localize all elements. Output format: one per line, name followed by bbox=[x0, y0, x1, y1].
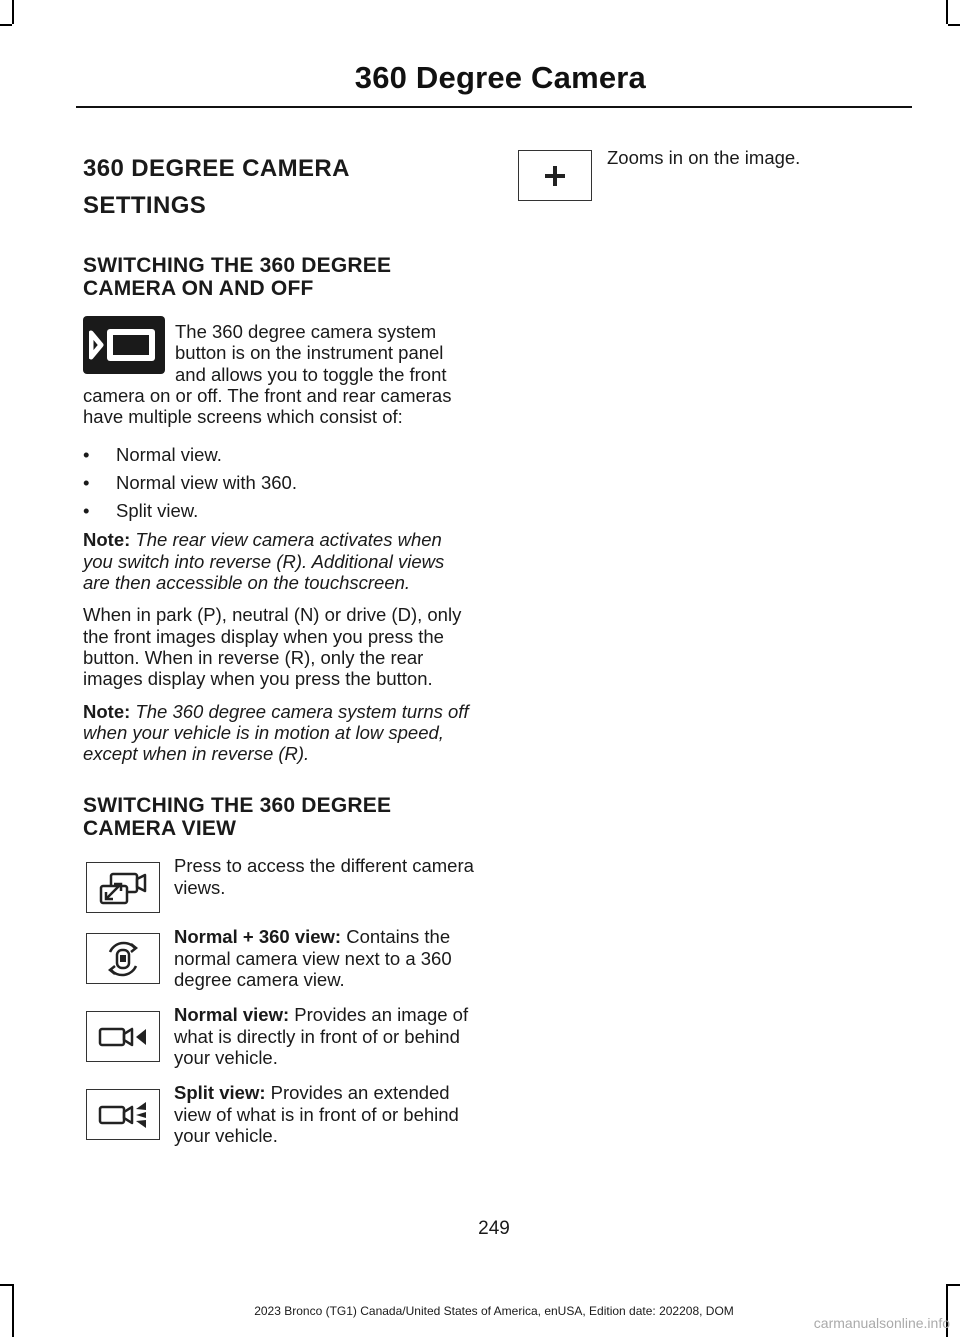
section-title: 360 DEGREE CAMERA SETTINGS bbox=[83, 155, 350, 219]
split-view-text: Split view: Provides an extended view of what is in front of or behind your vehicle. bbox=[174, 1082, 459, 1146]
subsection-heading-on-off: SWITCHING THE 360 DEGREE CAMERA ON AND OFF bbox=[83, 254, 392, 300]
watermark: carmanualsonline.info bbox=[813, 1315, 950, 1331]
list-item: • Split view. bbox=[83, 500, 475, 521]
footer-edition: 2023 Bronco (TG1) Canada/United States of America, enUSA, Edition date: 202208, DOM bbox=[254, 1304, 734, 1318]
subsection-heading-view: SWITCHING THE 360 DEGREE CAMERA VIEW bbox=[83, 794, 392, 841]
normal-view-row bbox=[83, 1005, 475, 1068]
page-number: 249 bbox=[478, 1218, 510, 1239]
crop-mark bbox=[0, 24, 12, 26]
crop-mark bbox=[0, 1284, 12, 1286]
intro-paragraph: The 360 degree camera system button is on the instrument panel and allows you to toggle the front camera on or off. The front and rear cameras have multiple screens which consist of: bbox=[83, 321, 452, 428]
camera-switch-text: Press to access the different camera views. bbox=[174, 855, 474, 898]
split-view-row bbox=[83, 1083, 475, 1146]
list-item: • Normal view. bbox=[83, 444, 475, 465]
camera-button-block bbox=[83, 321, 475, 427]
zoom-text: Zooms in on the image. bbox=[607, 147, 801, 168]
left-column bbox=[83, 150, 475, 1146]
camera-switch-row bbox=[83, 856, 475, 913]
camera-switch-icon bbox=[86, 862, 160, 913]
normal-view-text: Normal view: Provides an image of what is directly in front of or behind your vehicle. bbox=[174, 1004, 469, 1068]
gear-paragraph: When in park (P), neutral (N) or drive (D), only the front images display when you press the button. When in reverse (R), only the rear images display when you press the button. bbox=[83, 604, 462, 690]
zoom-row bbox=[518, 147, 908, 201]
crop-mark bbox=[946, 0, 948, 24]
split-view-icon bbox=[86, 1089, 160, 1140]
camera-system-button-icon bbox=[83, 316, 165, 374]
zoom-in-icon bbox=[518, 150, 592, 201]
normal-view-icon bbox=[86, 1011, 160, 1062]
crop-mark bbox=[948, 24, 960, 26]
normal-360-row bbox=[83, 927, 475, 990]
crop-mark bbox=[948, 1284, 960, 1286]
list-item: • Normal view with 360. bbox=[83, 472, 475, 493]
normal-360-text: Normal + 360 view: Contains the normal camera view next to a 360 degree camera view. bbox=[174, 926, 452, 991]
note-rear-camera: Note: The rear view camera activates when you switch into reverse (R). Additional views are then accessible on the touchscreen. bbox=[83, 529, 445, 594]
view-list bbox=[83, 444, 475, 521]
right-column bbox=[518, 147, 908, 201]
page-header-title: 360 Degree Camera bbox=[354, 60, 646, 95]
header-divider bbox=[76, 106, 912, 108]
note-motion: Note: The 360 degree camera system turns off when your vehicle is in motion at low speed, except when in reverse (R). bbox=[83, 700, 469, 765]
crop-mark bbox=[12, 0, 14, 24]
normal-360-view-icon bbox=[86, 933, 160, 984]
